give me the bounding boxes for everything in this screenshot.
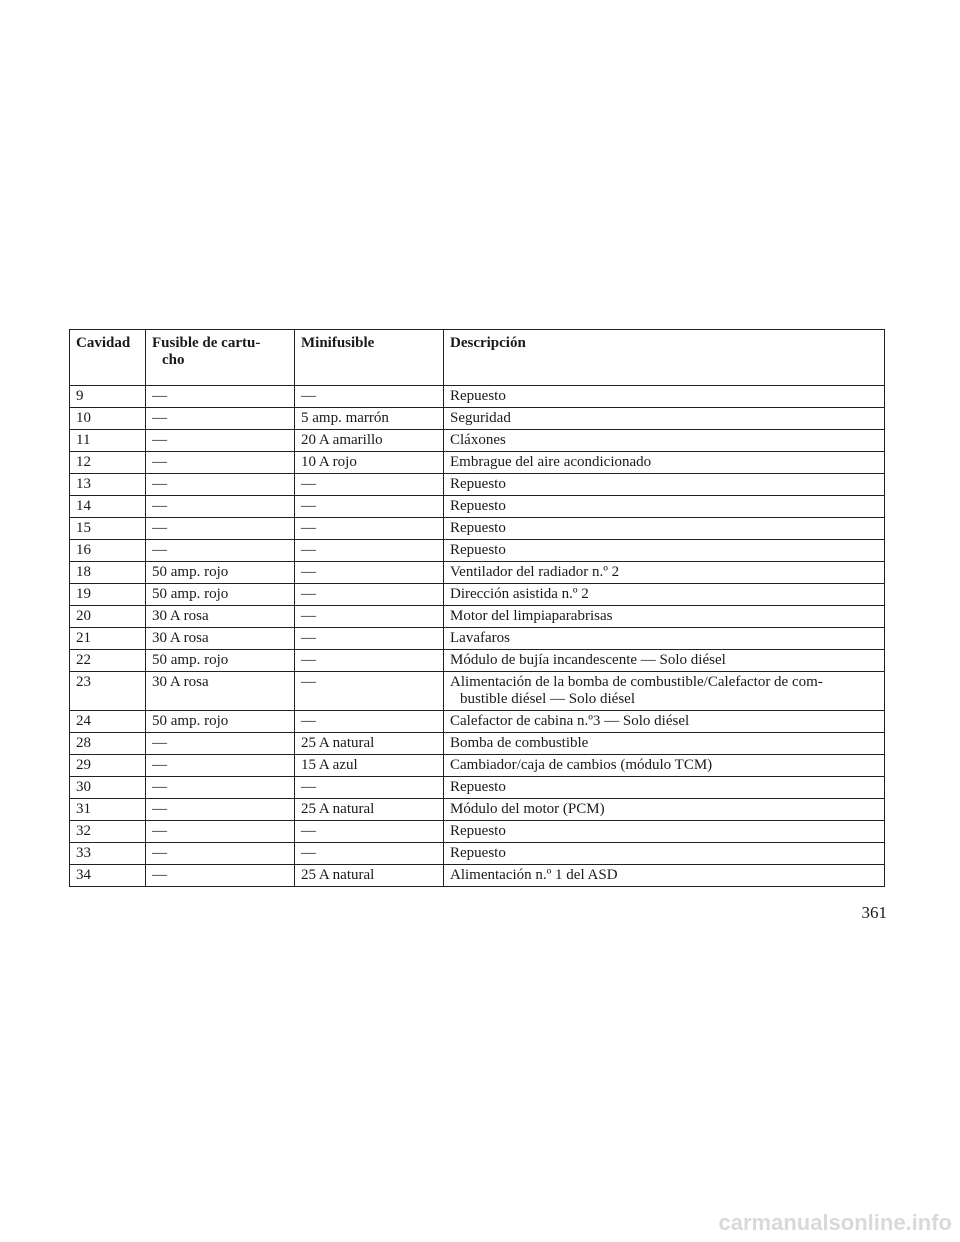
cell-mini-fuse: — [295, 777, 444, 799]
cell-description: Lavafaros [444, 628, 885, 650]
cell-cartridge-fuse: — [146, 452, 295, 474]
table-row [70, 562, 885, 584]
cell-cartridge-fuse: — [146, 821, 295, 843]
cell-description: Repuesto [444, 777, 885, 799]
cell-mini-fuse: — [295, 386, 444, 408]
description-line1: Alimentación de la bomba de combustible/Calefactor de com- [450, 674, 823, 690]
table-row [70, 821, 885, 843]
cell-description: Ventilador del radiador n.º 2 [444, 562, 885, 584]
header-mini-fuse: Minifusible [295, 330, 444, 386]
cell-cavity: 31 [70, 799, 146, 821]
cell-cavity: 29 [70, 755, 146, 777]
table-row [70, 733, 885, 755]
cell-description: Repuesto [444, 386, 885, 408]
cell-cartridge-fuse: — [146, 518, 295, 540]
table-row [70, 474, 885, 496]
cell-cartridge-fuse: — [146, 733, 295, 755]
cell-description: Repuesto [444, 496, 885, 518]
cell-cartridge-fuse: — [146, 408, 295, 430]
cell-mini-fuse: — [295, 843, 444, 865]
cell-cavity: 19 [70, 584, 146, 606]
table-row [70, 672, 885, 711]
cell-cavity: 24 [70, 711, 146, 733]
cell-cavity: 14 [70, 496, 146, 518]
cell-cavity: 9 [70, 386, 146, 408]
cell-cavity: 28 [70, 733, 146, 755]
cell-cartridge-fuse: 50 amp. rojo [146, 650, 295, 672]
cell-mini-fuse: — [295, 496, 444, 518]
cell-description: Seguridad [444, 408, 885, 430]
cell-description: Repuesto [444, 518, 885, 540]
cell-mini-fuse: — [295, 540, 444, 562]
cell-mini-fuse: — [295, 606, 444, 628]
cell-mini-fuse: 10 A rojo [295, 452, 444, 474]
cell-cavity: 23 [70, 672, 146, 711]
cell-mini-fuse: 25 A natural [295, 865, 444, 887]
table-row [70, 606, 885, 628]
cell-mini-fuse: — [295, 650, 444, 672]
cell-mini-fuse: 15 A azul [295, 755, 444, 777]
cell-mini-fuse: 25 A natural [295, 733, 444, 755]
table-row [70, 777, 885, 799]
fuse-table [69, 329, 885, 887]
cell-cartridge-fuse: — [146, 777, 295, 799]
cell-cavity: 34 [70, 865, 146, 887]
cell-description: Cambiador/caja de cambios (módulo TCM) [444, 755, 885, 777]
cell-mini-fuse: — [295, 474, 444, 496]
cell-cavity: 21 [70, 628, 146, 650]
cell-mini-fuse: — [295, 518, 444, 540]
cell-mini-fuse: 20 A amarillo [295, 430, 444, 452]
cell-description: Dirección asistida n.º 2 [444, 584, 885, 606]
table-row [70, 628, 885, 650]
cell-mini-fuse: — [295, 562, 444, 584]
cell-cartridge-fuse: — [146, 755, 295, 777]
cell-cartridge-fuse: 50 amp. rojo [146, 562, 295, 584]
header-cartridge-fuse-line2: cho [162, 352, 185, 368]
cell-description: Cláxones [444, 430, 885, 452]
cell-cavity: 15 [70, 518, 146, 540]
cell-cartridge-fuse: 30 A rosa [146, 606, 295, 628]
cell-description: Módulo de bujía incandescente — Solo diésel [444, 650, 885, 672]
table-row [70, 452, 885, 474]
cell-cartridge-fuse: 50 amp. rojo [146, 711, 295, 733]
table-row [70, 496, 885, 518]
table-body [70, 386, 885, 887]
cell-cartridge-fuse: 30 A rosa [146, 628, 295, 650]
cell-cavity: 18 [70, 562, 146, 584]
cell-cartridge-fuse: 50 amp. rojo [146, 584, 295, 606]
cell-description: Motor del limpiaparabrisas [444, 606, 885, 628]
cell-cartridge-fuse: — [146, 496, 295, 518]
table-row [70, 865, 885, 887]
watermark: carmanualsonline.info [718, 1210, 952, 1235]
cell-cartridge-fuse: 30 A rosa [146, 672, 295, 711]
cell-cavity: 11 [70, 430, 146, 452]
table-row [70, 843, 885, 865]
cell-cartridge-fuse: — [146, 540, 295, 562]
cell-description [444, 672, 885, 711]
cell-description: Repuesto [444, 474, 885, 496]
table-row [70, 711, 885, 733]
cell-cavity: 20 [70, 606, 146, 628]
cell-mini-fuse: 25 A natural [295, 799, 444, 821]
cell-mini-fuse: — [295, 584, 444, 606]
cell-description: Repuesto [444, 540, 885, 562]
cell-cartridge-fuse: — [146, 865, 295, 887]
header-cavity: Cavidad [70, 330, 146, 386]
cell-cartridge-fuse: — [146, 386, 295, 408]
table-row [70, 755, 885, 777]
header-cartridge-fuse [146, 330, 295, 386]
table-row [70, 540, 885, 562]
cell-cavity: 32 [70, 821, 146, 843]
cell-mini-fuse: 5 amp. marrón [295, 408, 444, 430]
table-row [70, 650, 885, 672]
cell-cavity: 13 [70, 474, 146, 496]
cell-cavity: 30 [70, 777, 146, 799]
cell-mini-fuse: — [295, 821, 444, 843]
cell-cavity: 10 [70, 408, 146, 430]
description-line2: bustible diésel — Solo diésel [460, 691, 635, 707]
cell-mini-fuse: — [295, 711, 444, 733]
table-row [70, 584, 885, 606]
table-row [70, 518, 885, 540]
header-row [70, 330, 885, 386]
cell-cavity: 33 [70, 843, 146, 865]
cell-description: Embrague del aire acondicionado [444, 452, 885, 474]
table-header [70, 330, 885, 386]
table-row [70, 430, 885, 452]
table-row [70, 799, 885, 821]
cell-description: Módulo del motor (PCM) [444, 799, 885, 821]
cell-cartridge-fuse: — [146, 799, 295, 821]
table-row [70, 408, 885, 430]
cell-description: Repuesto [444, 843, 885, 865]
cell-cartridge-fuse: — [146, 474, 295, 496]
cell-cartridge-fuse: — [146, 430, 295, 452]
cell-description: Alimentación n.º 1 del ASD [444, 865, 885, 887]
cell-mini-fuse: — [295, 672, 444, 711]
cell-description: Repuesto [444, 821, 885, 843]
cell-cartridge-fuse: — [146, 843, 295, 865]
table-row [70, 386, 885, 408]
cell-cavity: 22 [70, 650, 146, 672]
cell-cavity: 12 [70, 452, 146, 474]
header-description: Descripción [444, 330, 885, 386]
cell-description: Bomba de combustible [444, 733, 885, 755]
cell-description: Calefactor de cabina n.º3 — Solo diésel [444, 711, 885, 733]
cell-cavity: 16 [70, 540, 146, 562]
cell-mini-fuse: — [295, 628, 444, 650]
page-number: 361 [861, 903, 887, 922]
header-cartridge-fuse-line1: Fusible de cartu- [152, 335, 261, 351]
